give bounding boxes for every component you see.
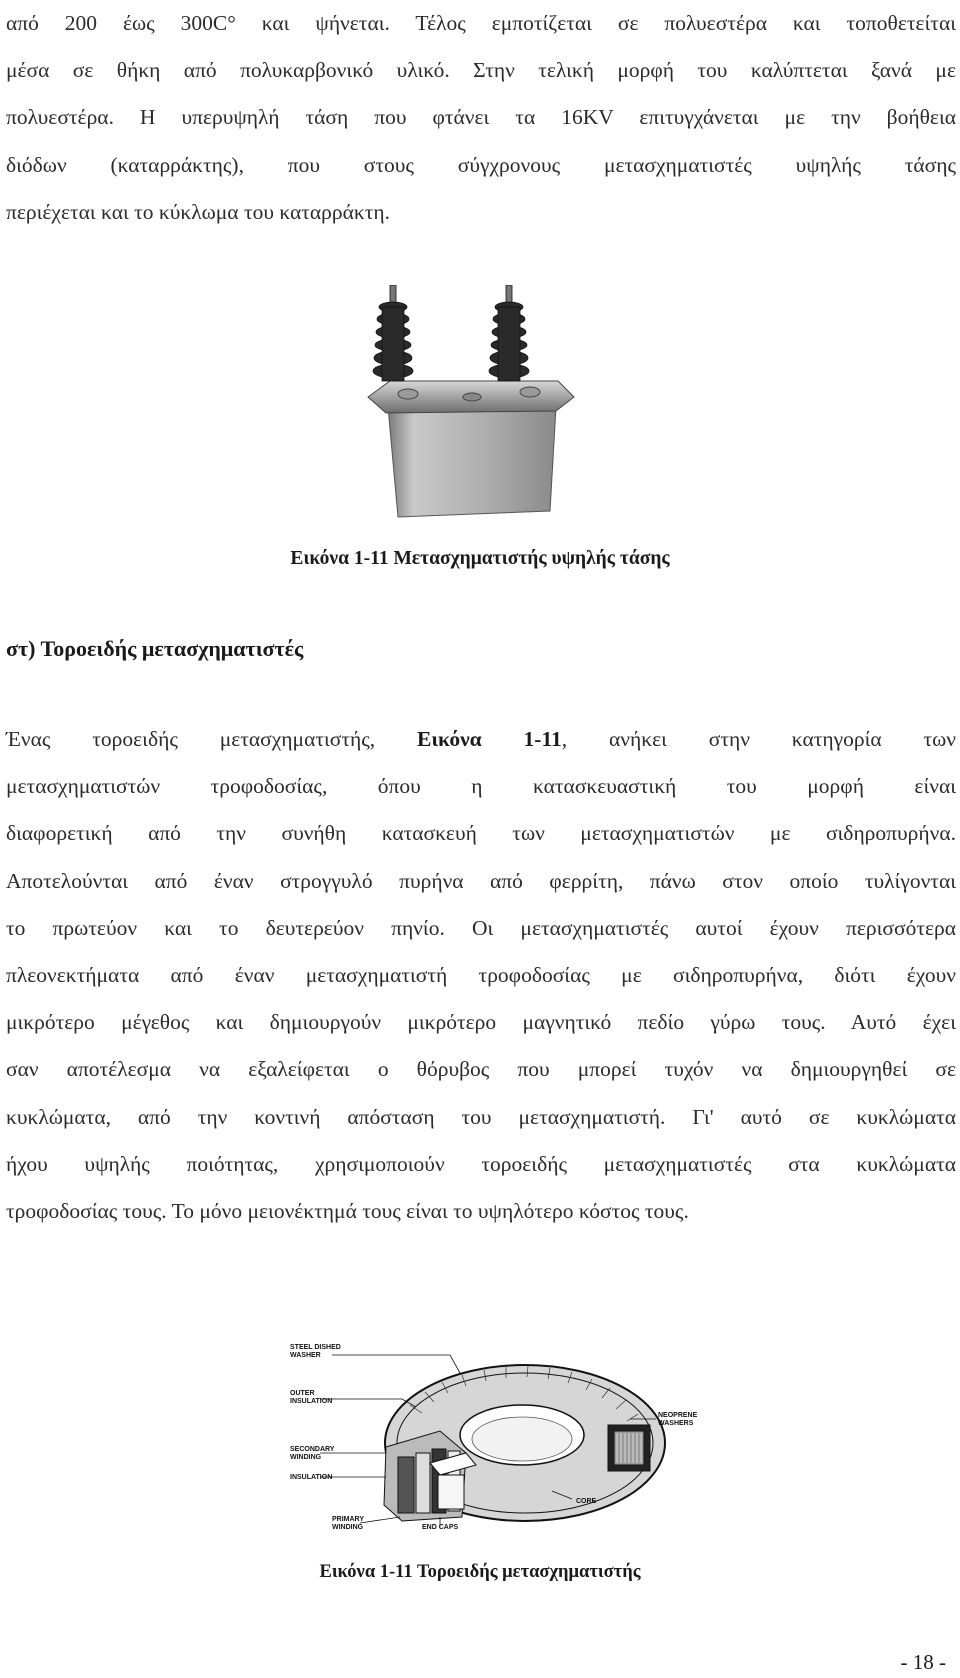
label-outer-insulation: INSULATION — [290, 1398, 333, 1405]
text-line: από 200 έως 300C° και ψήνεται. Τέλος εμποτίζεται σε πολυεστέρα και τοποθετείται — [6, 11, 956, 35]
page-number: - 18 - — [900, 1650, 946, 1674]
text-line: μετασχηματιστών τροφοδοσίας, όπου η κατασκευαστική του μορφή είναι — [6, 774, 956, 799]
section-heading: στ) Τοροειδής μετασχηματιστές — [6, 636, 304, 661]
hv-transformer-image — [360, 285, 580, 525]
text-line: διαφορετική από την συνήθη κατασκευή των μετασχηματιστών με σιδηροπυρήνα. — [6, 821, 956, 846]
label-core: CORE — [576, 1498, 597, 1505]
text-line — [6, 716, 956, 763]
text-line: τροφοδοσίας τους. Το μόνο μειονέκτημά τους είναι το υψηλότερο κόστος τους. — [6, 1199, 689, 1224]
label-insulation: INSULATION — [290, 1474, 333, 1481]
label-neoprene-washers: NEOPRENE — [658, 1412, 698, 1419]
figure-caption: Εικόνα 1-11 Μετασχηματιστής υψηλής τάσης — [290, 548, 670, 569]
text-line: Αποτελούνται από έναν στρογγυλό πυρήνα από φερρίτη, πάνω στον οποίο τυλίγονται — [6, 868, 956, 893]
label-primary-winding: PRIMARY — [332, 1516, 365, 1523]
text-line: σαν αποτέλεσμα να εξαλείφεται ο θόρυβος που μπορεί τυχόν να δημιουργηθεί σε — [6, 1057, 956, 1082]
figure-reference: Εικόνα 1-11 — [417, 727, 562, 751]
label-neoprene-washers: WASHERS — [658, 1420, 694, 1427]
text-line: ήχου υψηλής ποιότητας, χρησιμοποιούν τοροειδής μετασχηματιστές στα κυκλώματα — [6, 1151, 956, 1176]
text-line: πλεονεκτήματα από έναν μετασχηματιστή τροφοδοσίας με σιδηροπυρήνα, διότι έχουν — [6, 963, 956, 988]
label-end-caps: END CAPS — [422, 1524, 459, 1530]
toroidal-transformer-diagram — [290, 1335, 700, 1530]
label-steel-washer: STEEL DISHED — [290, 1344, 341, 1351]
text-line: το πρωτεύον και το δευτερεύον πηνίο. Οι μετασχηματιστές αυτοί έχουν περισσότερα — [6, 915, 956, 940]
text-fragment: , ανήκει στην κατηγορία των — [561, 727, 956, 751]
text-line: πολυεστέρα. Η υπερυψηλή τάση που φτάνει τα 16KV επιτυγχάνεται με την βοήθεια — [6, 105, 956, 130]
text-fragment: Ένας τοροειδής μετασχηματιστής, — [6, 727, 417, 751]
toroidal-paragraph — [6, 716, 956, 1235]
label-secondary-winding: WINDING — [290, 1454, 322, 1461]
label-outer-insulation: OUTER — [290, 1390, 315, 1397]
hv-transformer-drawing — [360, 285, 580, 525]
intro-paragraph — [6, 0, 956, 236]
toroidal-transformer-drawing — [290, 1335, 700, 1530]
label-secondary-winding: SECONDARY — [290, 1446, 335, 1453]
label-primary-winding: WINDING — [332, 1524, 364, 1530]
text-line: περιέχεται και το κύκλωμα του καταρράκτη. — [6, 199, 390, 224]
figure-caption: Εικόνα 1-11 Τοροειδής μετασχηματιστής — [319, 1562, 641, 1582]
text-line: κυκλώματα, από την κοντινή απόσταση του μετασχηματιστή. Γι' αυτό σε κυκλώματα — [6, 1104, 956, 1129]
text-line: μέσα σε θήκη από πολυκαρβονικό υλικό. Στην τελική μορφή του καλύπτεται ξανά με — [6, 58, 956, 83]
text-line: μικρότερο μέγεθος και δημιουργούν μικρότερο μαγνητικό πεδίο γύρω τους. Αυτό έχει — [6, 1010, 956, 1035]
text-line: διόδων (καταρράκτης), που στους σύγχρονους μετασχηματιστές υψηλής τάσης — [6, 152, 956, 177]
label-steel-washer: WASHER — [290, 1352, 321, 1359]
